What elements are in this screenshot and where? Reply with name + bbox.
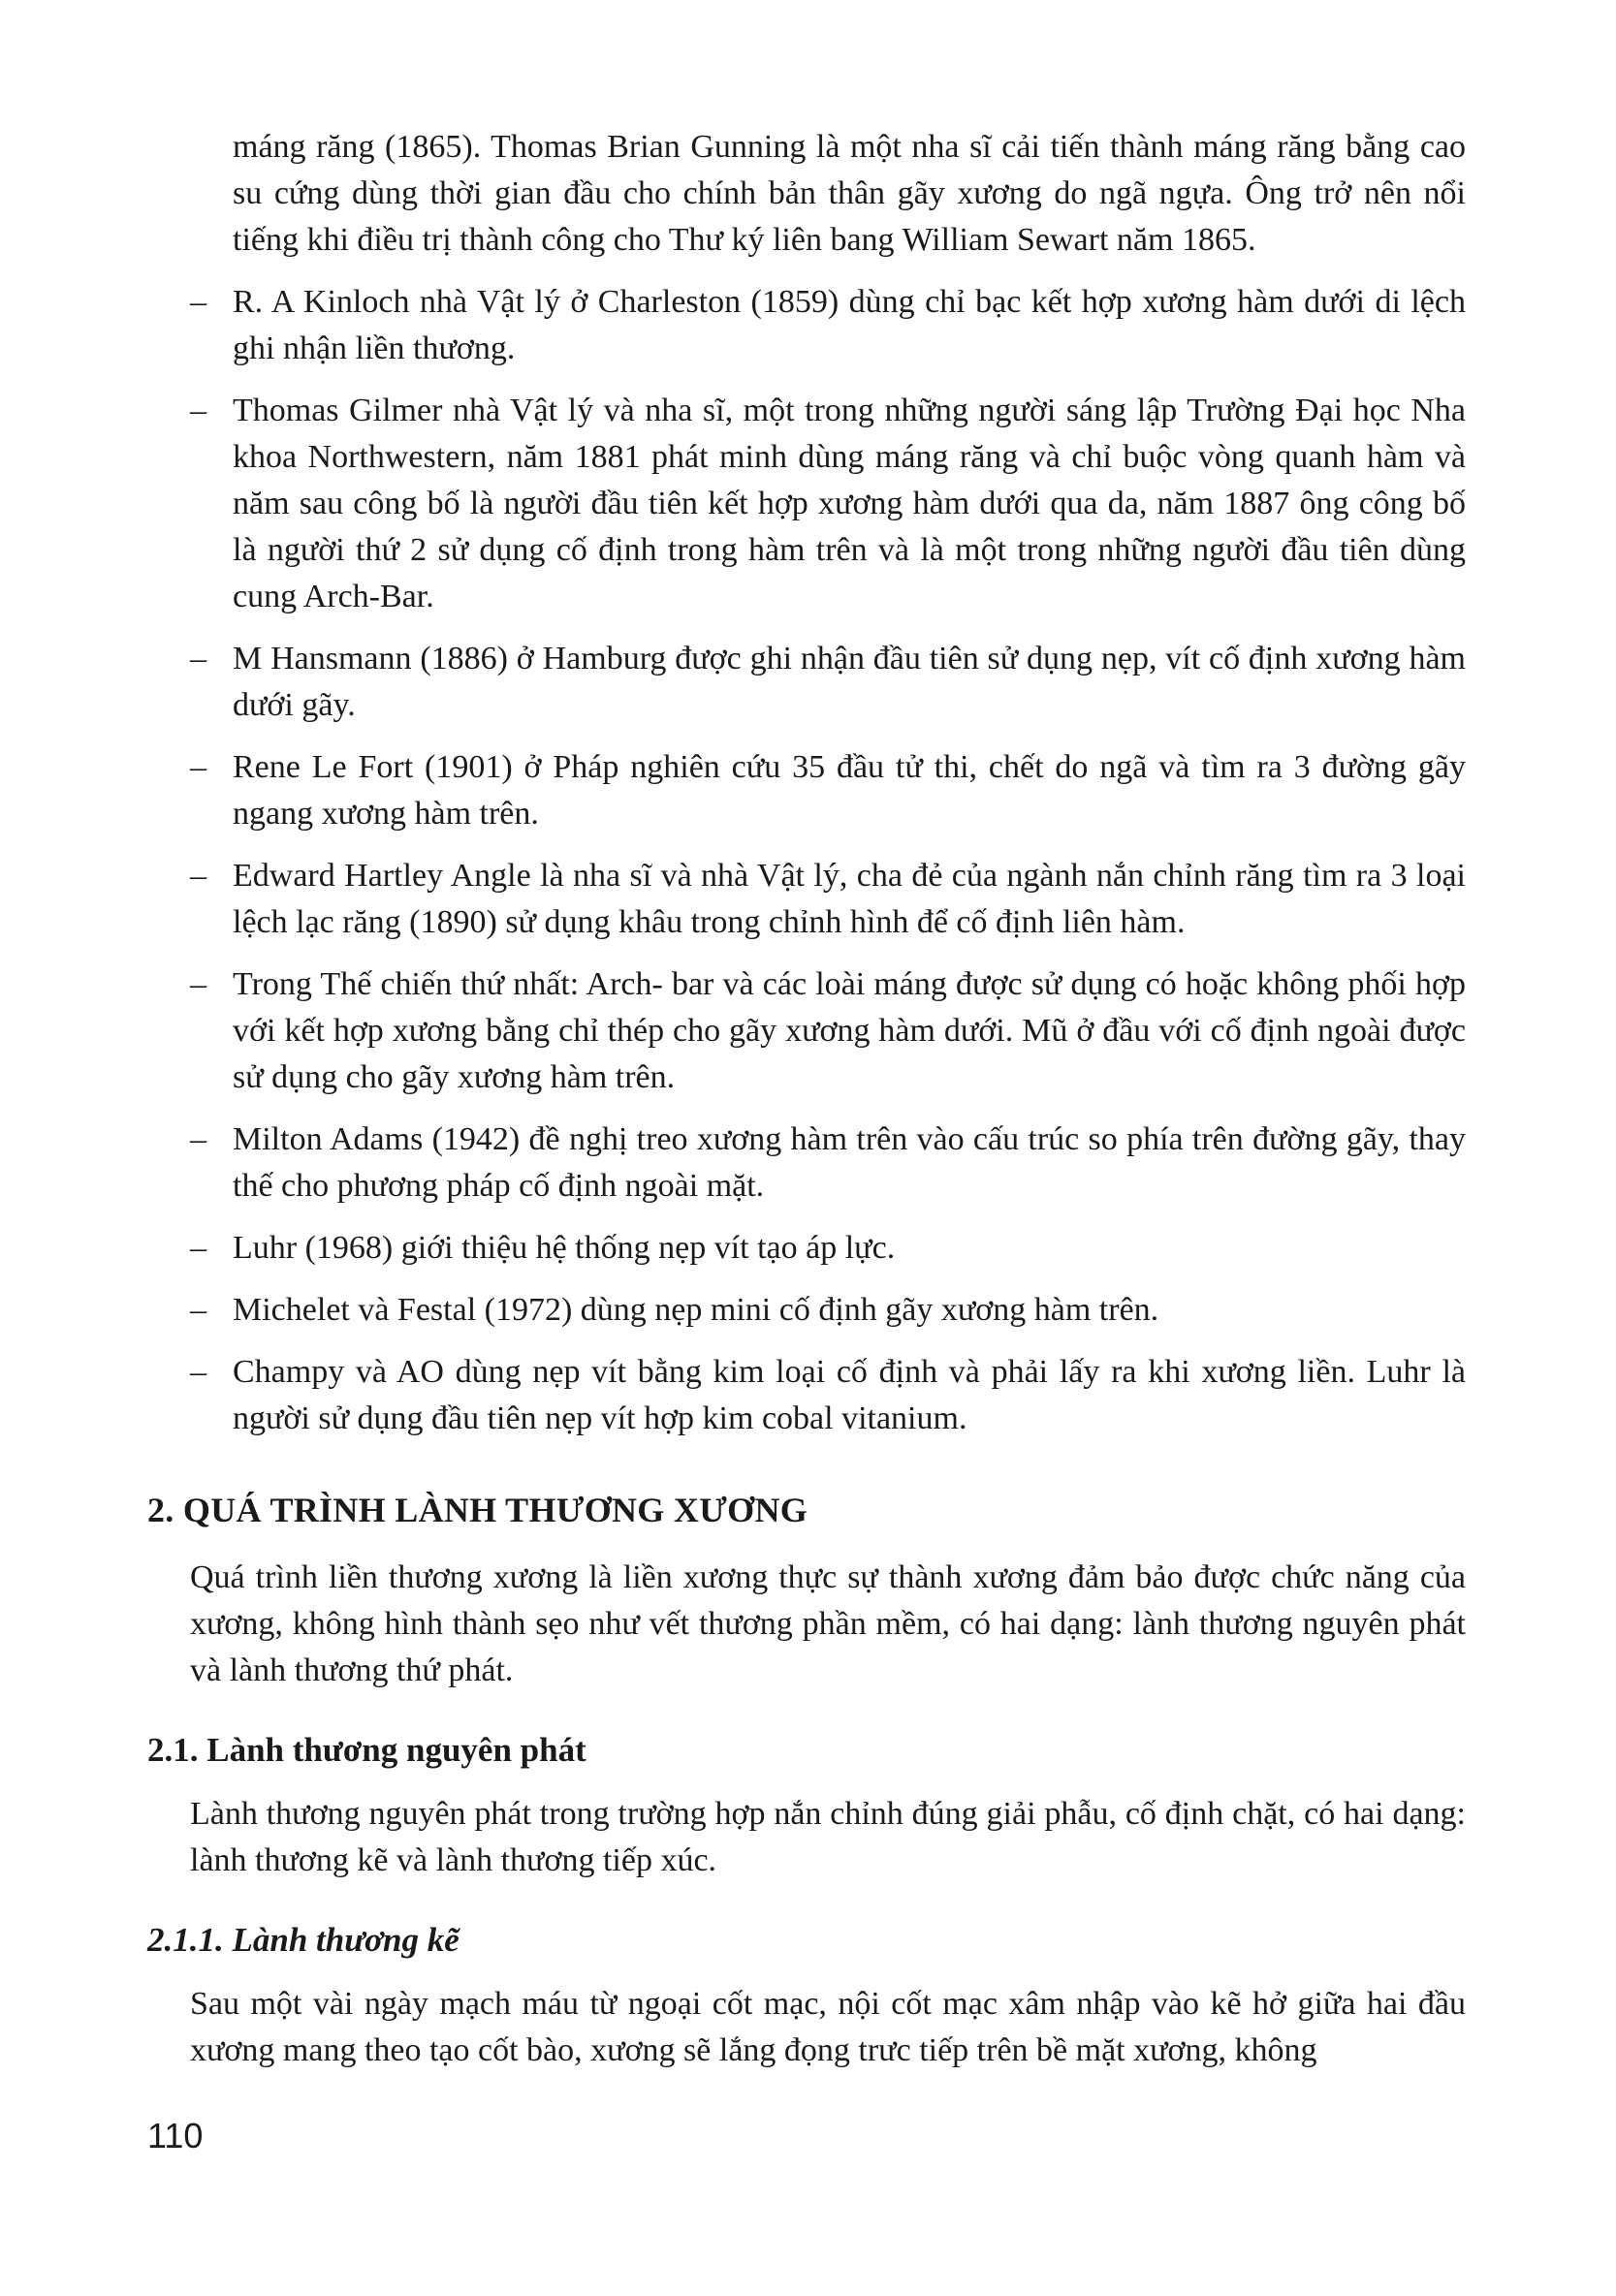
section-2-1-heading: 2.1. Lành thương nguyên phát [147,1731,586,1769]
section-2-1-1-paragraph: Sau một vài ngày mạch máu từ ngoại cốt mạc, nội cốt mạc xâm nhập vào kẽ hở giữa hai đầu xương mang theo tạo cốt bào, xương sẽ lắng đọng trưc tiếp trên bề mặt xương, không [190,1986,1466,2068]
dash-marker: – [190,284,206,320]
list-item [147,1225,1466,1272]
list-item [147,853,1466,946]
dash-marker: – [190,749,206,785]
dash-marker: – [190,641,206,676]
list-item-text: Thomas Gilmer nhà Vật lý và nha sĩ, một trong những người sáng lập Trường Đại học Nha khoa Northwestern, năm 1881 phát minh dùng máng răng và chỉ buộc vòng quanh hàm và năm sau công bố là người đầu tiên kết hợp xương hàm dưới qua da, năm 1887 ông công bố là người thứ 2 sử dụng cố định trong hàm trên và là một trong những người đầu tiên dùng cung Arch-Bar. [233,393,1466,614]
list-item [147,1287,1466,1334]
page-content [147,124,1466,2074]
list-item-text: Michelet và Festal (1972) dùng nẹp mini cố định gãy xương hàm trên. [233,1292,1159,1328]
list-item-text: R. A Kinloch nhà Vật lý ở Charleston (1859) dùng chỉ bạc kết hợp xương hàm dưới di lệch ghi nhận liền thương. [233,284,1466,366]
page-number: 110 [147,2116,204,2155]
list-item [147,744,1466,837]
list-item-text: Milton Adams (1942) đề nghị treo xương hàm trên vào cấu trúc so phía trên đường gãy, thay thế cho phương pháp cố định ngoài mặt. [233,1121,1466,1204]
list-item [147,636,1466,729]
list-item [147,1349,1466,1442]
list-item-text: Champy và AO dùng nẹp vít bằng kim loại cố định và phải lấy ra khi xương liền. Luhr là người sử dụng đầu tiên nẹp vít hợp kim cobal vitanium. [233,1354,1466,1436]
continuation-paragraph: máng răng (1865). Thomas Brian Gunning là một nha sĩ cải tiến thành máng răng bằng cao su cứng dùng thời gian đầu cho chính bản thân gãy xương do ngã ngựa. Ông trở nên nổi tiếng khi điều trị thành công cho Thư ký liên bang William Sewart năm 1865. [233,129,1466,258]
dash-marker: – [190,1292,206,1328]
list-item [147,388,1466,620]
list-item-text: Luhr (1968) giới thiệu hệ thống nẹp vít tạo áp lực. [233,1230,896,1266]
list-item-text: Edward Hartley Angle là nha sĩ và nhà Vật lý, cha đẻ của ngành nắn chỉnh răng tìm ra 3 loại lệch lạc răng (1890) sử dụng khâu trong chỉnh hình để cố định liên hàm. [233,858,1466,940]
section-2-1-paragraph: Lành thương nguyên phát trong trường hợp nắn chỉnh đúng giải phẫu, cố định chặt, có hai dạng: lành thương kẽ và lành thương tiếp xúc. [190,1796,1466,1878]
section-2-1-1-heading: 2.1.1. Lành thương kẽ [147,1921,459,1959]
section-2-heading: 2. QUÁ TRÌNH LÀNH THƯƠNG XƯƠNG [147,1491,808,1529]
list-item-text: M Hansmann (1886) ở Hamburg được ghi nhận đầu tiên sử dụng nẹp, vít cố định xương hàm dưới gãy. [233,641,1466,723]
dash-marker: – [190,966,206,1002]
dash-marker: – [190,1230,206,1266]
section-2-paragraph: Quá trình liền thương xương là liền xương thực sự thành xương đảm bảo được chức năng của xương, không hình thành sẹo như vết thương phần mềm, có hai dạng: lành thương nguyên phát và lành thương thứ phát. [190,1559,1466,1688]
list-item [147,279,1466,372]
dash-marker: – [190,393,206,428]
list-item-text: Rene Le Fort (1901) ở Pháp nghiên cứu 35 đầu tử thi, chết do ngã và tìm ra 3 đường gãy ngang xương hàm trên. [233,749,1466,832]
dash-marker: – [190,1121,206,1157]
history-bullet-list [147,279,1466,1442]
list-item [147,1117,1466,1210]
dash-marker: – [190,1354,206,1390]
list-item-text: Trong Thế chiến thứ nhất: Arch- bar và các loài máng được sử dụng có hoặc không phối hợp với kết hợp xương bằng chỉ thép cho gãy xương hàm dưới. Mũ ở đầu với cố định ngoài được sử dụng cho gãy xương hàm trên. [233,966,1466,1095]
list-item [147,961,1466,1101]
dash-marker: – [190,858,206,894]
